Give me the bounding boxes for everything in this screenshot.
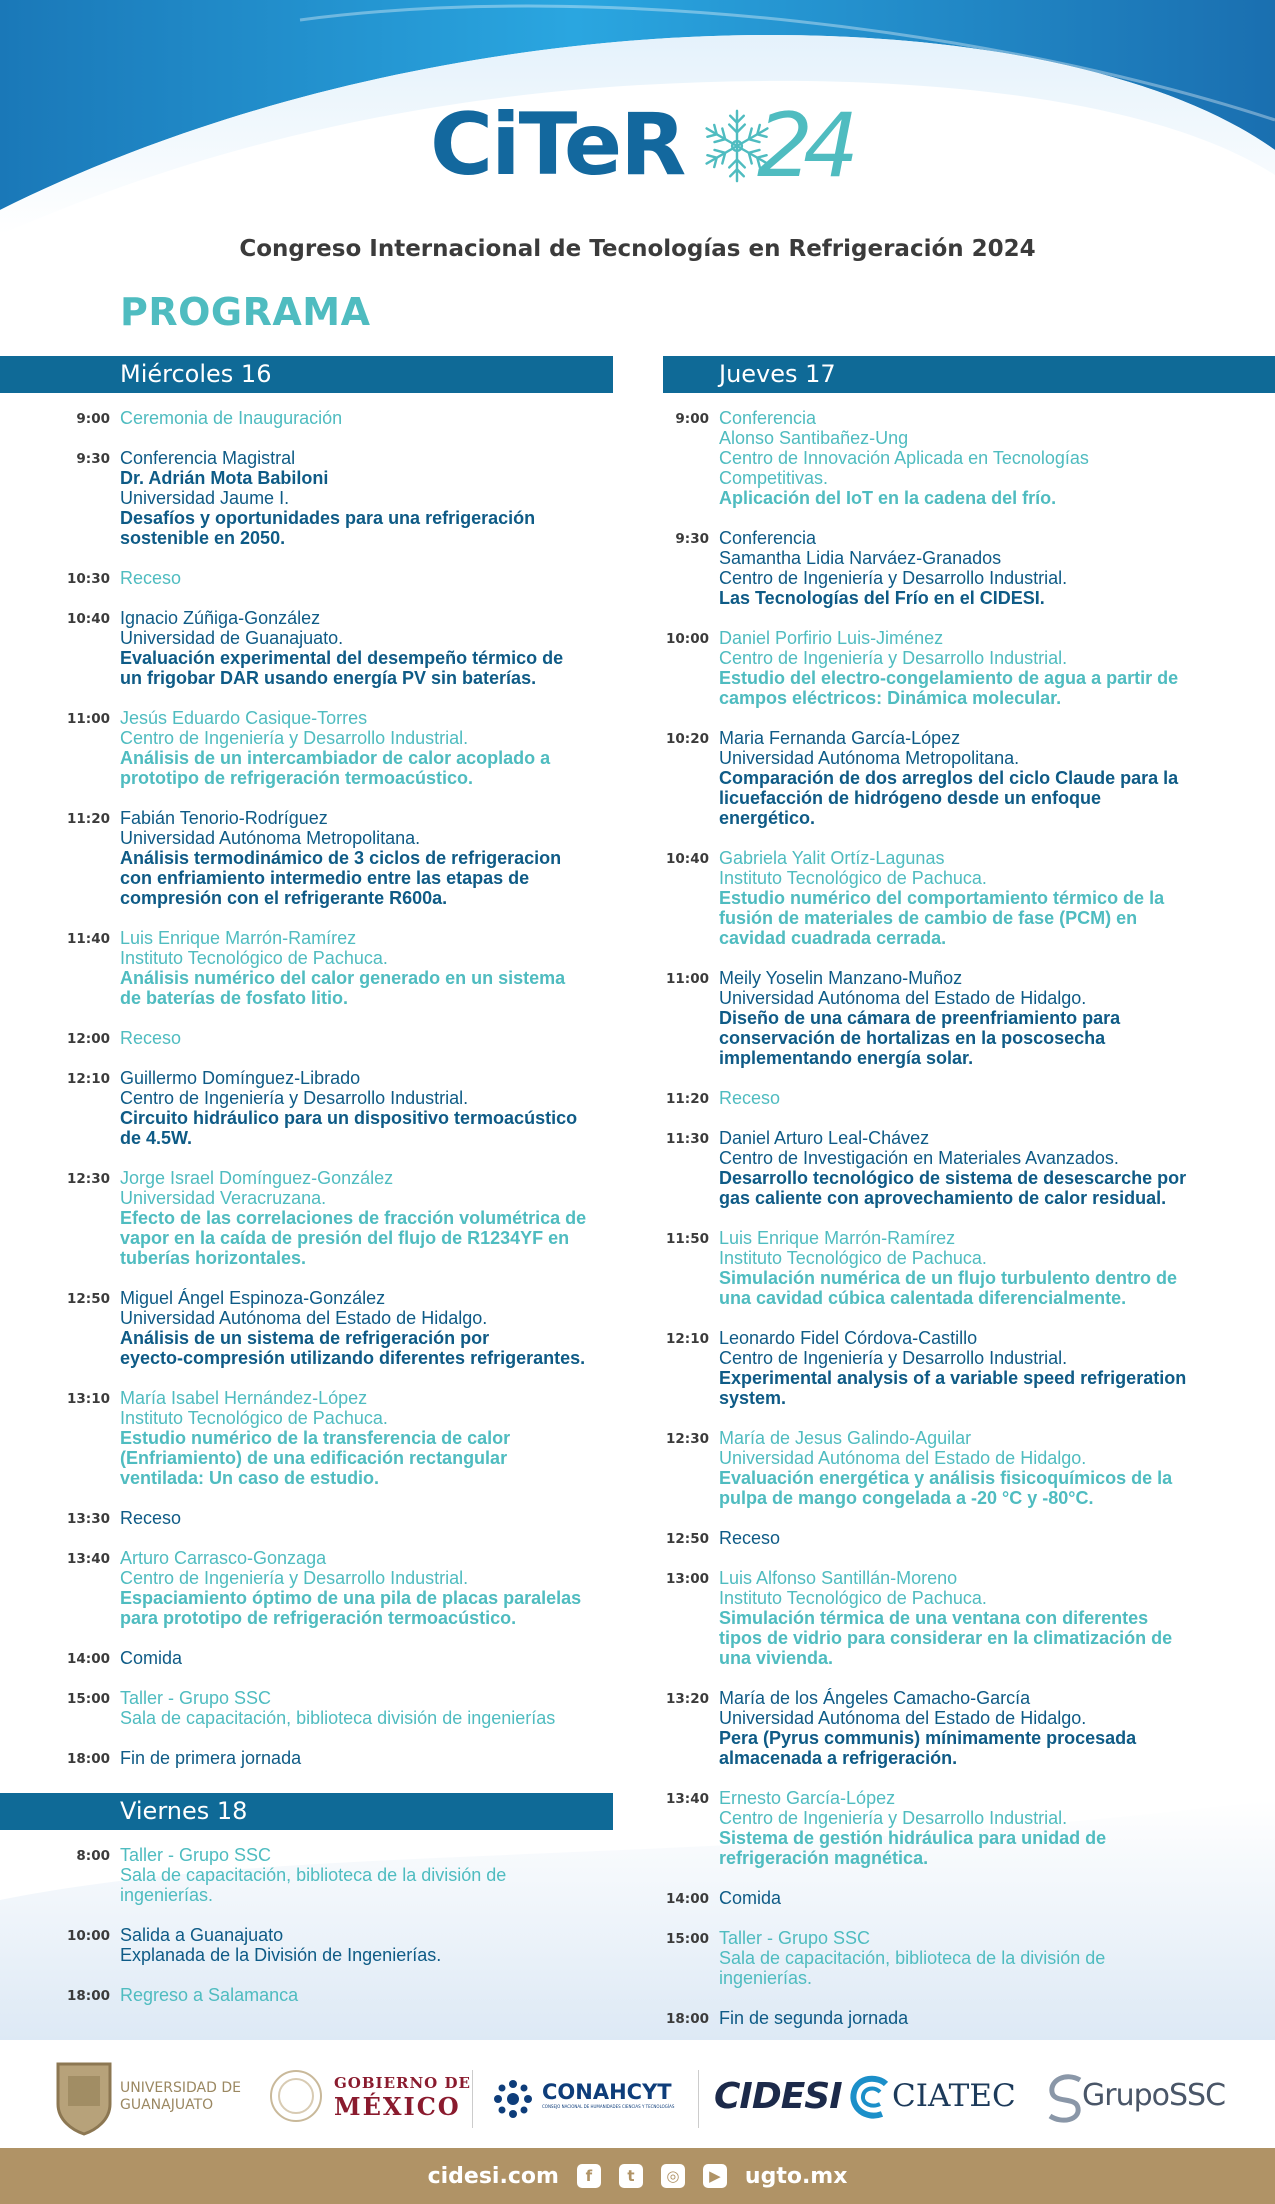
schedule-event [666,1568,1186,1668]
event-line: con enfriamiento intermedio entre las etapas de [120,868,530,888]
event-line: Evaluación experimental del desempeño térmico de [120,648,564,668]
event-time: 10:40 [666,851,709,867]
event-line: Dr. Adrián Mota Babiloni [120,468,329,488]
schedule-event [666,848,1186,948]
event-line: Miguel Ángel Espinoza-González [120,1288,386,1308]
event-line: para prototipo de refrigeración termoacústico. [120,1608,517,1628]
event-line: Aplicación del IoT en la cadena del frío. [719,488,1057,508]
event-details [719,1428,1172,1508]
schedule-event [675,408,1186,508]
schedule-event [67,1688,586,1728]
sponsor-cidesi-label: CIDESI [714,2076,842,2117]
event-time: 9:30 [675,531,709,547]
event-line: Estudio numérico de la transferencia de calor [120,1428,511,1448]
event-details [719,2008,908,2028]
event-line: system. [719,1388,787,1408]
event-line: Daniel Porfirio Luis-Jiménez [719,628,944,648]
event-line: Estudio del electro-congelamiento de agua a partir de [719,668,1179,688]
schedule-event [67,1068,586,1148]
event-details [719,528,1067,608]
event-line: Desafíos y oportunidades para una refrigeración [120,508,536,528]
event-line: Taller - Grupo SSC [120,1688,272,1708]
event-time: 9:30 [76,451,110,467]
schedule-event [67,608,586,688]
event-line: María de los Ángeles Camacho-García [719,1688,1031,1708]
event-details [120,808,561,908]
event-line: tipos de vidrio para considerar en la climatización de [719,1628,1173,1648]
event-line: Maria Fernanda García-López [719,728,961,748]
event-details [120,408,342,428]
event-line: Efecto de las correlaciones de fracción volumétrica de [120,1208,587,1228]
event-time: 11:00 [666,971,709,987]
schedule-event [675,528,1186,608]
event-time: 10:30 [67,571,110,587]
event-line: Experimental analysis of a variable speed refrigeration [719,1368,1187,1388]
event-details [120,1288,585,1368]
schedule-event [67,1388,586,1488]
schedule-event [76,448,586,548]
event-time: 12:50 [67,1291,110,1307]
event-time: 10:20 [666,731,709,747]
event-line: Universidad Autónoma Metropolitana. [120,828,421,848]
schedule-event [666,968,1186,1068]
event-time: 15:00 [666,1931,709,1947]
event-line: cavidad cuadrada cerrada. [719,928,947,948]
event-line: Análisis termodinámico de 3 ciclos de refrigeracion [120,848,562,868]
event-details [719,1228,1177,1308]
event-line: Centro de Ingeniería y Desarrollo Industrial. [719,648,1068,668]
event-line: Ceremonia de Inauguración [120,408,343,428]
event-time: 13:20 [666,1691,709,1707]
event-line: eyecto-compresión utilizando diferentes refrigerantes. [120,1348,586,1368]
schedule-event [76,408,586,428]
event-time: 11:50 [666,1231,709,1247]
event-line: Arturo Carrasco-Gonzaga [120,1548,327,1568]
event-details [719,728,1178,828]
youtube-icon[interactable]: ▶ [703,2164,727,2188]
schedule-event [666,1088,1186,1108]
event-line: Alonso Santibañez-Ung [719,428,909,448]
event-line: pulpa de mango congelada a -20 °C y -80°C. [719,1488,1094,1508]
event-line: Comparación de dos arreglos del ciclo Claude para la [719,768,1179,788]
schedule-event [67,1925,506,1965]
event-line: Sistema de gestión hidráulica para unidad de [719,1828,1107,1848]
event-time: 18:00 [67,1751,110,1767]
event-line: Taller - Grupo SSC [120,1845,272,1865]
event-line: prototipo de refrigeración termoacústico. [120,768,474,788]
event-time: 9:00 [76,411,110,427]
event-line: Regreso a Salamanca [120,1985,299,2005]
schedule-event [67,1168,587,1268]
event-line: ingenierías. [120,1885,214,1905]
event-details [120,1845,506,1905]
event-line: Universidad Autónoma Metropolitana. [719,748,1020,768]
event-line: Las Tecnologías del Frío en el CIDESI. [719,588,1045,608]
event-time: 8:00 [76,1848,110,1864]
event-details [120,1688,555,1728]
sponsor-ugto-label: UNIVERSIDAD DE GUANAJUATO [120,2080,241,2113]
event-line: Instituto Tecnológico de Pachuca. [719,1248,987,1268]
event-line: Universidad de Guanajuato. [120,628,344,648]
schedule-event [666,1228,1186,1308]
event-line: ventilada: Un caso de estudio. [120,1468,380,1488]
event-time: 12:10 [666,1331,709,1347]
event-details [719,1328,1186,1408]
event-line: Daniel Arturo Leal-Chávez [719,1128,930,1148]
schedule-event [67,708,586,788]
event-time: 14:00 [67,1651,110,1667]
event-line: Conferencia Magistral [120,448,296,468]
event-line: Explanada de la División de Ingenierías. [120,1945,442,1965]
event-line: Sala de capacitación, biblioteca de la división de [719,1948,1106,1968]
event-line: refrigeración magnética. [719,1848,929,1868]
event-line: Circuito hidráulico para un dispositivo termoacústico [120,1108,578,1128]
event-line: una cavidad cúbica calentada diferencialmente. [719,1288,1127,1308]
event-line: Centro de Ingeniería y Desarrollo Industrial. [120,1088,469,1108]
event-time: 11:40 [67,931,110,947]
event-line: Instituto Tecnológico de Pachuca. [120,948,388,968]
event-time: 10:00 [67,1928,110,1944]
footer-bar [0,2148,1275,2204]
event-details [719,1568,1172,1668]
schedule-event [67,568,586,588]
conahcyt-dots-icon [488,2074,538,2124]
event-line: Análisis numérico del calor generado en un sistema [120,968,566,988]
event-line: sostenible en 2050. [120,528,286,548]
schedule-event [666,1788,1186,1868]
event-time: 13:30 [67,1511,110,1527]
event-line: Receso [120,568,182,588]
sponsor-conahcyt-label: CONAHCYT CONSEJO NACIONAL DE HUMANIDADES CIENCIAS Y TECNOLOGÍAS [542,2080,675,2109]
event-line: de 4.5W. [120,1128,193,1148]
schedule-event [67,1288,586,1368]
event-line: Comida [120,1648,183,1668]
event-line: conservación de hortalizas en la poscosecha [719,1028,1106,1048]
schedule-event [67,1548,586,1628]
event-details [120,1068,577,1148]
event-line: Ernesto García-López [719,1788,896,1808]
schedule-event [666,1888,1186,1908]
event-time: 12:10 [67,1071,110,1087]
event-line: Receso [120,1028,182,1048]
event-line: una vivienda. [719,1648,834,1668]
event-line: Universidad Autónoma del Estado de Hidalgo. [719,1448,1087,1468]
event-line: Leonardo Fidel Córdova-Castillo [719,1328,978,1348]
event-time: 13:00 [666,1571,709,1587]
event-time: 11:00 [67,711,110,727]
event-line: Sala de capacitación, biblioteca de la división de [120,1865,507,1885]
schedule-event [67,1648,586,1668]
event-line: Centro de Innovación Aplicada en Tecnologías [719,448,1089,468]
twitter-icon[interactable]: t [619,2164,643,2188]
event-time: 13:40 [67,1551,110,1567]
event-line: Centro de Investigación en Materiales Avanzados. [719,1148,1119,1168]
ugto-shield-icon [54,2060,114,2136]
event-line: Meily Yoselin Manzano-Muñoz [719,968,963,988]
schedule-event [666,1428,1186,1508]
event-time: 11:20 [666,1091,709,1107]
event-details [719,1788,1106,1868]
event-line: Análisis de un intercambiador de calor acoplado a [120,748,551,768]
event-details [719,1888,781,1908]
event-line: almacenada a refrigeración. [719,1748,958,1768]
event-line: Fin de segunda jornada [719,2008,909,2028]
event-details [719,1688,1136,1768]
event-time: 9:00 [675,411,709,427]
event-line: Fin de primera jornada [120,1748,302,1768]
event-line: Luis Alfonso Santillán-Moreno [719,1568,958,1588]
event-line: Receso [120,1508,182,1528]
event-line: Universidad Autónoma del Estado de Hidalgo. [719,1708,1087,1728]
schedule-event [666,628,1186,708]
event-line: Universidad Jaume I. [120,488,290,508]
schedule-thursday [666,408,1187,2048]
event-details [120,1925,441,1965]
schedule-event [666,1128,1187,1208]
day-title: Viernes 18 [120,1797,248,1825]
event-details [120,1028,181,1048]
schedule-event [666,1328,1187,1408]
citer-logo [430,95,860,215]
event-line: Samantha Lidia Narváez-Granados [719,548,1002,568]
event-line: ingenierías. [719,1968,813,1988]
event-line: Instituto Tecnológico de Pachuca. [719,1588,987,1608]
event-time: 10:40 [67,611,110,627]
event-line: Análisis de un sistema de refrigeración por [120,1328,490,1348]
event-line: (Enfriamiento) de una edificación rectangular [120,1448,508,1468]
event-line: compresión con el refrigerante R600a. [120,888,448,908]
event-line: Salida a Guanajuato [120,1925,284,1945]
event-line: energético. [719,808,816,828]
event-time: 18:00 [67,1988,110,2004]
event-line: María Isabel Hernández-López [120,1388,368,1408]
event-details [120,1648,182,1668]
event-details [719,848,1164,948]
divider [472,2070,473,2128]
event-details [120,928,565,1008]
event-line: Diseño de una cámara de preenfriamiento para [719,1008,1121,1028]
schedule-event [666,1528,1186,1548]
event-details [120,608,563,688]
event-time: 14:00 [666,1891,709,1907]
schedule-event [67,1985,506,2005]
schedule-event [67,1508,586,1528]
event-details [719,1928,1105,1988]
schedule-event [76,1845,507,1905]
event-line: Estudio numérico del comportamiento térmico de la [719,888,1165,908]
event-line: Sala de capacitación, biblioteca división de ingenierías [120,1708,556,1728]
schedule-event [67,808,586,908]
event-line: Evaluación energética y análisis fisicoquímicos de la [719,1468,1173,1488]
event-line: Jorge Israel Domínguez-González [120,1168,394,1188]
event-line: Fabián Tenorio-Rodríguez [120,808,328,828]
instagram-icon[interactable]: ◎ [661,2164,685,2188]
event-time: 12:50 [666,1531,709,1547]
event-line: implementando energía solar. [719,1048,974,1068]
event-line: Taller - Grupo SSC [719,1928,871,1948]
event-details [120,1508,181,1528]
schedule-event [666,2008,1186,2028]
schedule-event [67,928,586,1008]
event-line: Centro de Ingeniería y Desarrollo Industrial. [719,568,1068,588]
day-title: Miércoles 16 [120,360,272,388]
event-line: licuefacción de hidrógeno desde un enfoque [719,788,1102,808]
event-time: 12:00 [67,1031,110,1047]
event-line: Jesús Eduardo Casique-Torres [120,708,368,728]
event-details [719,968,1120,1068]
schedule-event [666,728,1186,828]
event-details [719,628,1178,708]
schedule-wednesday [67,408,587,1788]
event-line: Centro de Ingeniería y Desarrollo Industrial. [719,1348,1068,1368]
day-header-thursday [663,356,1275,393]
event-details [719,408,1089,508]
event-line: Espaciamiento óptimo de una pila de placas paralelas [120,1588,582,1608]
schedule-event [666,1688,1186,1768]
event-time: 15:00 [67,1691,110,1707]
event-details [120,568,181,588]
event-line: fusión de materiales de cambio de fase (PCM) en [719,908,1138,928]
event-time: 12:30 [67,1171,110,1187]
logo-number: 24 [757,94,849,197]
mexico-seal-icon [268,2068,324,2124]
event-time: 13:40 [666,1791,709,1807]
schedule-friday [67,1845,507,2025]
event-line: Ignacio Zúñiga-González [120,608,321,628]
event-line: Gabriela Yalit Ortíz-Lagunas [719,848,945,868]
event-line: vapor en la caída de presión del flujo de R1234YF en [120,1228,570,1248]
event-line: Centro de Ingeniería y Desarrollo Industrial. [120,1568,469,1588]
sponsor-gobierno-label: GOBIERNO DE MÉXICO [334,2074,471,2121]
event-line: María de Jesus Galindo-Aguilar [719,1428,972,1448]
event-line: Guillermo Domínguez-Librado [120,1068,361,1088]
event-line: Universidad Autónoma del Estado de Hidalgo. [120,1308,488,1328]
event-line: Comida [719,1888,782,1908]
event-line: Receso [719,1528,781,1548]
day-title: Jueves 17 [719,360,836,388]
event-line: Desarrollo tecnológico de sistema de desescarche por [719,1168,1187,1188]
event-details [120,1548,581,1628]
event-time: 11:20 [67,811,110,827]
event-details [719,1528,780,1548]
event-line: gas caliente con aprovechamiento de calor residual. [719,1188,1167,1208]
schedule-event [666,1928,1186,1988]
event-line: Instituto Tecnológico de Pachuca. [120,1408,388,1428]
event-time: 18:00 [666,2011,709,2027]
sponsor-gruposcc-label: GrupoSSC [1082,2078,1226,2113]
event-details [120,1985,298,2005]
program-title: PROGRAMA [120,290,371,334]
event-details [719,1088,780,1108]
event-line: Competitivas. [719,468,829,488]
facebook-icon[interactable]: f [577,2164,601,2188]
day-header-friday [0,1793,613,1830]
event-details [120,448,535,548]
event-line: Centro de Ingeniería y Desarrollo Industrial. [120,728,469,748]
ciatec-swirl-icon [848,2074,892,2122]
cidesi-link[interactable]: cidesi.com [427,2163,559,2189]
event-line: Receso [719,1088,781,1108]
event-time: 13:10 [67,1391,110,1407]
event-time: 10:00 [666,631,709,647]
event-line: Conferencia [719,408,817,428]
event-details [120,708,550,788]
event-line: Universidad Autónoma del Estado de Hidalgo. [719,988,1087,1008]
event-time: 12:30 [666,1431,709,1447]
logo-text: CiTeR [430,95,685,195]
event-line: Universidad Veracruzana. [120,1188,327,1208]
event-details [120,1388,510,1488]
ugto-link[interactable]: ugto.mx [744,2163,848,2189]
sponsor-ciatec-label: CIATEC [892,2078,1016,2114]
event-line: Simulación numérica de un flujo turbulento dentro de [719,1268,1178,1288]
event-line: Conferencia [719,528,817,548]
schedule-event [67,1028,586,1048]
event-line: Pera (Pyrus communis) mínimamente procesada [719,1728,1137,1748]
event-line: tuberías horizontales. [120,1248,307,1268]
event-line: Simulación térmica de una ventana con diferentes [719,1608,1149,1628]
schedule-event [67,1748,586,1768]
divider [698,2070,699,2128]
event-details [120,1168,586,1268]
event-line: de baterías de fosfato litio. [120,988,349,1008]
event-time: 11:30 [666,1131,709,1147]
event-line: Luis Enrique Marrón-Ramírez [719,1228,956,1248]
day-header-wednesday [0,356,613,393]
event-line: Centro de Ingeniería y Desarrollo Industrial. [719,1808,1068,1828]
event-line: un frigobar DAR usando energía PV sin baterías. [120,668,537,688]
event-line: Luis Enrique Marrón-Ramírez [120,928,357,948]
event-details [719,1128,1186,1208]
event-line: Instituto Tecnológico de Pachuca. [719,868,987,888]
congress-subtitle: Congreso Internacional de Tecnologías en Refrigeración 2024 [239,236,1036,262]
event-line: campos eléctricos: Dinámica molecular. [719,688,1062,708]
event-details [120,1748,301,1768]
